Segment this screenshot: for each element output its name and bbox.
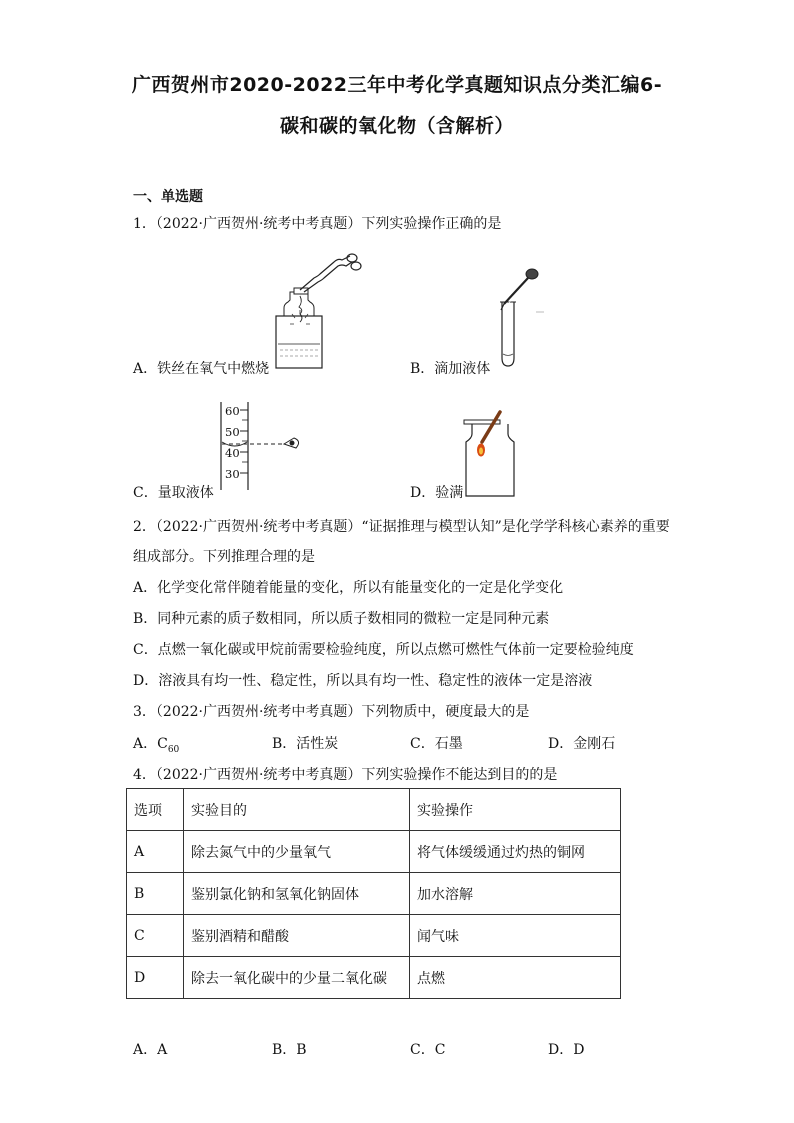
- table-cell: 鉴别氯化钠和氢氧化钠固体: [184, 873, 410, 915]
- cylinder-tick-60: 60: [225, 404, 240, 418]
- section-heading: 一、单选题: [133, 189, 203, 205]
- q2-option-d: D．溶液具有均一性、稳定性，所以具有均一性、稳定性的液体一定是溶液: [133, 673, 593, 689]
- q1-option-d: D．验满: [410, 485, 464, 501]
- q2-option-a: A．化学变化常伴随着能量的变化，所以有能量变化的一定是化学变化: [133, 580, 564, 596]
- table-cell: B: [127, 873, 184, 915]
- q3-option-a: [133, 733, 179, 755]
- q3-option-c: C．石墨: [410, 736, 463, 752]
- cylinder-tick-30: 30: [225, 467, 240, 481]
- cylinder-tick-50: 50: [225, 425, 240, 439]
- table-cell: 加水溶解: [410, 873, 621, 915]
- dropper-test-tube-figure: [492, 262, 552, 370]
- q3-option-a-label: A．C: [133, 736, 168, 752]
- gas-bottle-check-figure: [462, 410, 522, 498]
- table-row: [127, 957, 621, 999]
- iron-wire-burning-figure: [270, 252, 365, 372]
- cylinder-tick-40: 40: [225, 446, 240, 460]
- question-1-stem: 1．（2022·广西贺州·统考中考真题）下列实验操作正确的是: [133, 216, 502, 232]
- question-2-stem-line-1: 2．（2022·广西贺州·统考中考真题）“证据推理与模型认知”是化学学科核心素养的重要: [133, 519, 670, 535]
- q1-option-c: C．量取液体: [133, 485, 214, 501]
- table-cell: 闻气味: [410, 915, 621, 957]
- table-header-cell: 实验操作: [410, 789, 621, 831]
- q4-option-a: A．A: [133, 1042, 168, 1058]
- q4-table: [126, 788, 621, 999]
- table-header-cell: 选项: [127, 789, 184, 831]
- q4-option-d: D．D: [548, 1042, 585, 1058]
- table-row: [127, 915, 621, 957]
- q3-option-b: B．活性炭: [272, 736, 339, 752]
- table-header-row: [127, 789, 621, 831]
- table-cell: 鉴别酒精和醋酸: [184, 915, 410, 957]
- table-header-cell: 实验目的: [184, 789, 410, 831]
- document-title-line-2: 碳和碳的氧化物（含解析）: [279, 115, 514, 137]
- table-cell: 点燃: [410, 957, 621, 999]
- table-cell: C: [127, 915, 184, 957]
- table-row: [127, 873, 621, 915]
- q2-option-c: C．点燃一氧化碳或甲烷前需要检验纯度，所以点燃可燃性气体前一定要检验纯度: [133, 642, 634, 658]
- q3-option-d: D．金刚石: [548, 736, 616, 752]
- table-row: [127, 831, 621, 873]
- table-cell: D: [127, 957, 184, 999]
- q4-option-c: C．C: [410, 1042, 446, 1058]
- q4-option-b: B．B: [272, 1042, 307, 1058]
- question-3-stem: 3．（2022·广西贺州·统考中考真题）下列物质中，硬度最大的是: [133, 704, 530, 720]
- question-2-stem-line-2: 组成部分。下列推理合理的是: [133, 549, 315, 565]
- q1-option-a: A．铁丝在氧气中燃烧: [133, 361, 270, 377]
- q2-option-b: B．同种元素的质子数相同，所以质子数相同的微粒一定是同种元素: [133, 611, 550, 627]
- question-4-stem: 4．（2022·广西贺州·统考中考真题）下列实验操作不能达到目的的是: [133, 767, 558, 783]
- table-cell: 除去一氧化碳中的少量二氧化碳: [184, 957, 410, 999]
- table-cell: 将气体缓缓通过灼热的铜网: [410, 831, 621, 873]
- q1-option-b: B．滴加液体: [410, 361, 491, 377]
- document-title-line-1: 广西贺州市2020-2022三年中考化学真题知识点分类汇编6-: [131, 74, 663, 96]
- q3-option-a-subscript: 60: [167, 744, 180, 755]
- table-cell: 除去氮气中的少量氧气: [184, 831, 410, 873]
- table-cell: A: [127, 831, 184, 873]
